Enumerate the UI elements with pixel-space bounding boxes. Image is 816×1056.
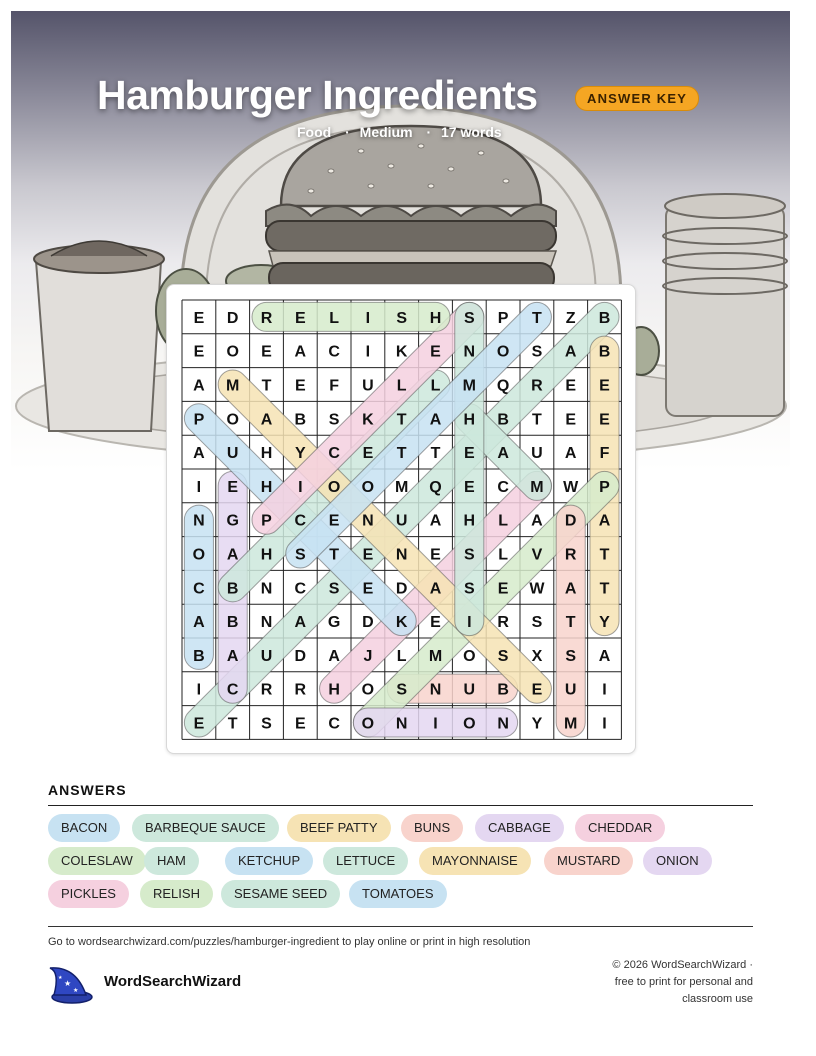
grid-letter: N [362,512,374,530]
grid-letter: B [598,309,611,327]
grid-letter: U [564,681,577,699]
grid-svg [167,285,635,753]
brand-name: WordSearchWizard [104,973,242,990]
grid-letter: S [531,614,543,632]
grid-letter: I [467,614,472,632]
grid-letter: A [226,546,239,564]
grid-letter: O [361,478,375,496]
grid-letter: E [294,377,306,395]
grid-letter: S [328,411,340,429]
grid-letter: E [565,411,577,429]
grid-letter: Y [294,445,306,463]
grid-letter: B [193,647,205,665]
grid-letter: O [496,343,510,361]
grid-letter: B [226,614,239,632]
grid-letter: N [193,512,205,530]
copyright-line: © 2026 WordSearchWizard · [612,959,753,971]
grid-letter: I [196,681,202,699]
grid-letter: S [396,309,408,327]
grid-letter: B [294,411,307,429]
highlight-relish [252,302,450,331]
grid-letter: C [226,681,239,699]
grid-letter: C [497,478,509,496]
grid-letter: C [328,715,340,733]
grid-letter: O [192,546,206,564]
grid-letter: X [531,647,543,665]
grid-letter: O [361,681,375,699]
grid-letter: P [599,478,610,496]
grid-letter: A [226,647,239,665]
grid-letter: A [598,512,611,530]
grid-letter: U [395,512,408,530]
grid-letter: H [260,478,273,496]
grid-letter: C [328,445,340,463]
grid-letter: I [365,343,371,361]
grid-letter: R [260,681,273,699]
grid-letter: H [260,546,273,564]
answer-pill: CHEDDAR [575,814,665,842]
grid-letter: A [193,614,205,632]
grid-letter: T [396,411,407,429]
grid-letter: E [430,614,441,632]
grid-letter: A [564,580,577,598]
divider [48,805,753,806]
grid-letter: O [463,647,476,665]
grid-letter: L [498,546,508,564]
answer-key-badge: ANSWER KEY [575,86,699,111]
grid-letter: N [395,715,408,733]
answer-pill: BEEF PATTY [287,814,391,842]
category-label: Food [297,124,332,140]
grid-letter: O [226,411,239,429]
grid-letter: Z [565,309,576,327]
grid-letter: A [564,445,577,463]
grid-letter: U [463,681,476,699]
grid-letter: S [565,647,577,665]
copyright-line: classroom use [682,993,753,1005]
grid-letter: D [362,614,374,632]
grid-letter: Y [599,614,610,632]
answer-pill: KETCHUP [225,847,313,875]
grid-letter: S [294,546,306,564]
grid-letter: N [260,580,273,598]
grid-letter: E [430,546,441,564]
grid-letter: A [294,614,307,632]
grid-letter: E [362,580,374,598]
answer-pill: BUNS [401,814,463,842]
answer-pill: HAM [144,847,199,875]
answer-pill: BARBEQUE SAUCE [132,814,279,842]
grid-letter: E [362,445,374,463]
grid-letter: W [563,478,579,496]
grid-letter: M [395,478,409,496]
answer-pill: LETTUCE [323,847,408,875]
grid-letter: A [429,411,442,429]
grid-letter: T [396,445,407,463]
grid-letter: I [433,715,438,733]
grid-letter: A [193,377,205,395]
grid-letter: T [532,411,542,429]
answer-pill: MUSTARD [544,847,633,875]
grid-letter: N [429,681,442,699]
grid-letter: M [530,478,544,496]
grid-letter: S [261,715,272,733]
grid-letter: H [463,411,476,429]
grid-letter: N [463,343,476,361]
grid-letter: R [497,614,509,632]
grid-letter: O [327,478,341,496]
grid-letter: E [599,377,610,395]
grid-letter: A [598,647,611,665]
grid-letter: M [462,377,476,395]
grid-letter: D [564,512,577,530]
copyright [553,957,753,1008]
grid-letter: K [362,411,374,429]
answer-pill: TOMATOES [349,880,447,908]
grid-letter: A [193,445,205,463]
grid-letter: S [328,580,340,598]
grid-letter: A [429,580,442,598]
grid-letter: T [599,546,610,564]
grid-letter: A [564,343,577,361]
grid-letter: R [531,377,543,395]
grid-letter: A [260,411,273,429]
answer-pill: MAYONNAISE [419,847,531,875]
grid-letter: R [260,309,273,327]
divider [48,926,753,927]
answer-pill: RELISH [140,880,213,908]
difficulty-label: Medium [359,124,413,140]
grid-letter: S [396,681,408,699]
grid-letter: I [298,478,303,496]
grid-letter: S [463,546,475,564]
grid-letter: P [497,309,509,327]
grid-letter: N [497,715,509,733]
grid-letter: E [430,343,441,361]
grid-letter: J [363,647,373,665]
grid-letter: V [531,546,543,564]
grid-letter: S [531,343,543,361]
grid-letter: R [294,681,307,699]
grid-letter: B [226,580,239,598]
grid-letter: E [294,309,306,327]
grid-letter: I [365,309,371,327]
grid-letter: O [361,715,375,733]
grid-letter: E [463,445,475,463]
grid-letter: S [497,647,509,665]
grid-letter: U [260,647,273,665]
answer-pill: COLESLAW [48,847,146,875]
grid-letter: M [428,647,443,665]
grid-letter: E [463,478,475,496]
grid-letter: H [429,309,442,327]
grid-letter: C [294,580,307,598]
grid-letter: T [532,309,542,327]
grid-letter: I [602,681,607,699]
grid-letter: T [329,546,339,564]
grid-letter: U [531,445,543,463]
grid-letter: E [294,715,306,733]
grid-letter: E [565,377,577,395]
grid-letter: Y [531,715,543,733]
word-count-label: 17 words [441,124,502,140]
grid-letter: B [598,343,611,361]
answer-pill: BACON [48,814,120,842]
grid-letter: C [193,580,205,598]
grid-letter: I [196,478,202,496]
grid-letter: C [328,343,340,361]
grid-letter: O [463,715,476,733]
grid-letter: L [396,647,407,665]
grid-letter: A [531,512,543,530]
grid-letter: T [565,614,576,632]
grid-letter: E [193,309,205,327]
wizard-hat-icon [46,964,94,1011]
grid-letter: O [226,343,239,361]
grid-letter: L [329,309,339,327]
grid-letter: E [328,512,340,530]
svg-text:★: ★ [58,975,63,981]
grid-letter: D [294,647,307,665]
meta-separator: · [345,124,350,140]
grid-letter: L [498,512,508,530]
puzzle-meta [297,124,506,140]
answer-pill: SESAME SEED [221,880,340,908]
grid-letter: Q [429,478,442,496]
grid-letter: M [564,715,578,733]
grid-letter: G [327,614,341,632]
grid-letter: Q [496,377,510,395]
grid-letter: K [395,614,408,632]
grid-letter: D [395,580,408,598]
page-title: Hamburger Ingredients [97,72,538,118]
grid-letter: H [328,681,340,699]
svg-text:★: ★ [64,979,72,988]
grid-letter: A [429,512,442,530]
grid-letter: N [395,546,408,564]
grid-letter: B [497,681,509,699]
grid-letter: T [227,715,238,733]
grid-letter: N [260,614,273,632]
grid-letter: E [227,478,239,496]
grid-letter: E [193,343,205,361]
grid-letter: C [294,512,307,530]
grid-letter: F [329,377,339,395]
grid-letter: U [226,445,239,463]
grid-letter: T [599,580,610,598]
answer-pill: ONION [643,847,712,875]
grid-letter: L [430,377,441,395]
grid-letter: W [529,580,545,598]
meta-separator: · [426,124,432,140]
grid-letter: U [362,377,374,395]
grid-letter: D [226,309,239,327]
grid-letter: E [599,411,610,429]
grid-letter: E [193,715,205,733]
svg-text:★: ★ [73,987,79,994]
grid-letter: T [430,445,441,463]
grid-letter: P [261,512,272,530]
grid-letter: E [261,343,272,361]
grid-letter: M [226,377,240,395]
grid-letter: P [193,411,205,429]
answers-heading: ANSWERS [48,782,127,798]
grid-letter: E [362,546,374,564]
word-search-grid [166,284,636,754]
grid-letter: A [328,647,340,665]
answer-pill: PICKLES [48,880,129,908]
grid-letter: T [261,377,272,395]
grid-letter: I [602,715,607,733]
grid-letter: E [531,681,543,699]
answer-pill: CABBAGE [475,814,564,842]
copyright-line: free to print for personal and [614,976,753,988]
grid-letter: H [463,512,476,530]
grid-letter: L [396,377,407,395]
footer-url-text: Go to wordsearchwizard.com/puzzles/hamburger-ingredient to play online or print in high resolution [48,936,531,948]
grid-letter: A [294,343,307,361]
grid-letter: R [564,546,577,564]
grid-letter: S [463,309,475,327]
grid-letter: F [599,445,610,463]
grid-letter: E [497,580,509,598]
grid-letter: A [497,445,509,463]
grid-letter: H [260,445,273,463]
grid-letter: S [463,580,475,598]
grid-letter: G [226,512,239,530]
grid-letter: K [395,343,408,361]
grid-letter: B [497,411,509,429]
